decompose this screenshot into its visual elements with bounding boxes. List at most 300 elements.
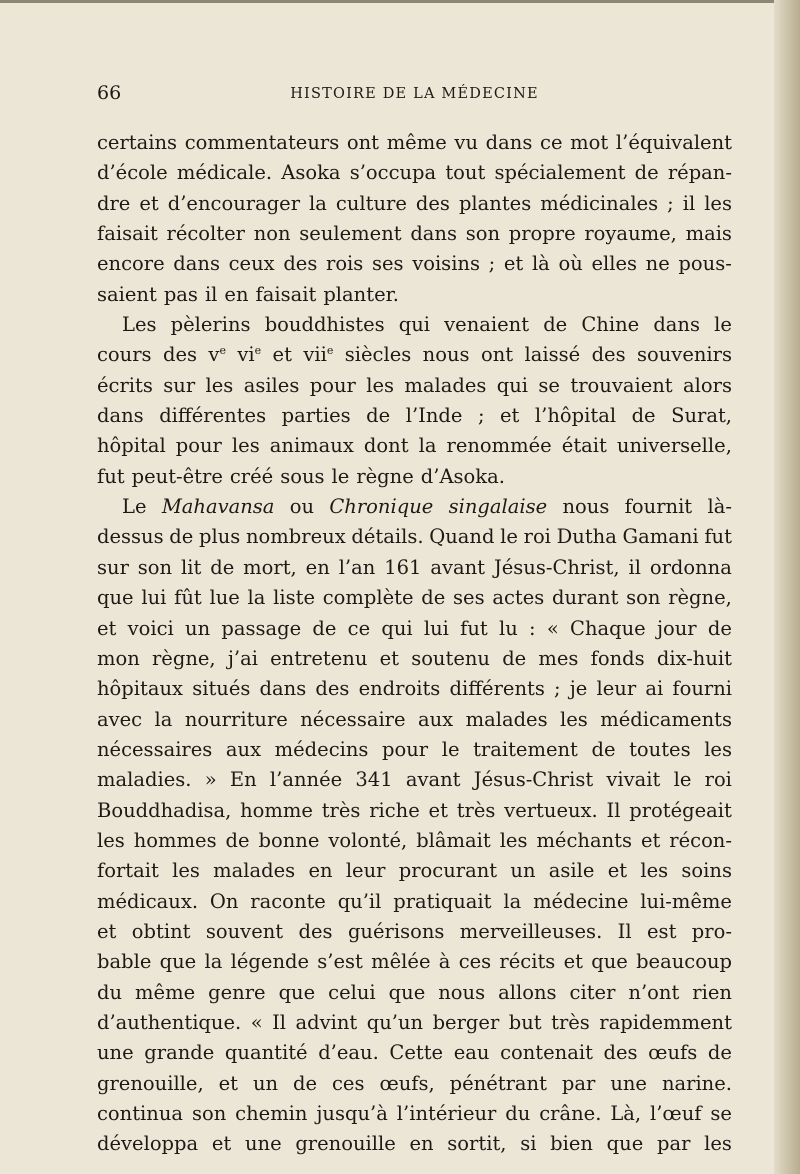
word: de — [543, 313, 568, 337]
word: le — [441, 737, 460, 761]
word: en — [308, 859, 333, 883]
word: fonds — [590, 646, 645, 670]
word: citer — [569, 980, 616, 1004]
word: grande — [144, 1041, 215, 1065]
word: mot — [570, 131, 609, 154]
word: créé — [229, 464, 274, 488]
text-line — [97, 614, 732, 644]
word: Gamani — [622, 525, 699, 549]
word: riche — [369, 798, 420, 822]
word: lui — [141, 586, 167, 610]
word: certains — [97, 131, 178, 154]
word: fut — [460, 616, 488, 640]
word: sortit, — [447, 1132, 507, 1156]
word: bouddhistes — [264, 313, 385, 337]
word: bonne — [258, 828, 320, 852]
word: malades — [404, 373, 487, 397]
word: bien — [550, 1132, 593, 1156]
word: de — [210, 555, 235, 579]
word: d’eau. — [318, 1041, 379, 1065]
text-line — [97, 1069, 732, 1099]
word: de — [421, 586, 446, 610]
word: mêlée — [371, 950, 431, 974]
word: ; — [667, 191, 674, 215]
word: animaux — [269, 434, 354, 458]
word: dans — [97, 404, 144, 428]
word: les — [366, 373, 394, 397]
word: vivait — [606, 768, 661, 792]
word: ne — [645, 252, 670, 276]
word: culture — [335, 191, 407, 215]
word: médicaments — [600, 707, 732, 731]
word: même — [386, 131, 447, 154]
word: endroits — [358, 677, 441, 701]
text-line — [97, 492, 732, 522]
word: par — [561, 1071, 596, 1095]
word: les — [97, 828, 125, 852]
word: écrits — [97, 373, 153, 397]
word: et — [607, 859, 628, 883]
word: de — [366, 404, 391, 428]
word: et — [503, 252, 524, 276]
word: lue — [209, 586, 240, 610]
word: protégeait — [629, 798, 732, 822]
word: n’ont — [628, 980, 680, 1004]
word: Le — [122, 495, 147, 519]
word: pratiquait — [393, 889, 492, 913]
word: obtint — [131, 919, 191, 943]
word: : — [529, 616, 536, 640]
word: du — [505, 1102, 531, 1125]
word: des — [591, 343, 626, 367]
word: but — [508, 1010, 542, 1034]
word: beaucoup — [636, 950, 732, 974]
word: qui — [398, 313, 431, 337]
word: les — [205, 373, 234, 397]
word: nous — [562, 495, 610, 519]
word: volonté, — [328, 828, 408, 852]
word: et — [640, 828, 661, 852]
word: entretenu — [270, 646, 368, 670]
word: il — [628, 555, 641, 579]
word: le — [673, 768, 692, 792]
word: sur — [97, 555, 129, 579]
word: aux — [225, 737, 262, 761]
word: les — [704, 191, 732, 215]
word: procurant — [398, 859, 498, 883]
word: médicinales — [540, 191, 659, 215]
word: cours — [97, 343, 152, 367]
word: pénétrant — [449, 1071, 547, 1095]
text-line — [97, 674, 732, 704]
word: les — [704, 737, 732, 761]
word: blâmait — [416, 828, 491, 852]
word: du — [97, 980, 123, 1004]
word: des — [162, 343, 197, 367]
word: venaient — [444, 313, 530, 337]
word: souvenirs — [637, 343, 732, 367]
word: hôpital — [97, 434, 166, 458]
word: Il — [272, 1010, 287, 1034]
word: la — [247, 586, 266, 610]
word: nécessaire — [300, 707, 406, 731]
word: qui — [381, 616, 413, 640]
word: que — [97, 586, 134, 610]
word: les — [560, 707, 588, 731]
word: et — [428, 798, 448, 822]
word: médicale. — [176, 161, 273, 185]
word: de — [634, 161, 659, 185]
word: spécialement — [494, 161, 626, 185]
word: répan- — [667, 161, 732, 185]
text-line — [97, 644, 732, 674]
word: dans — [485, 131, 533, 154]
word: dix-huit — [656, 646, 732, 670]
word: et — [272, 343, 292, 367]
text-line — [97, 158, 732, 188]
word: médicaux. — [97, 889, 199, 913]
word: médecine — [533, 889, 629, 913]
word: crâne. — [539, 1102, 602, 1125]
word: Chaque — [570, 616, 646, 640]
text-line — [97, 978, 732, 1008]
word: $v^e$ — [208, 343, 226, 367]
word: rapidemment — [599, 1010, 732, 1034]
word: méchants — [536, 828, 632, 852]
word: nous — [438, 980, 486, 1004]
text-line — [97, 583, 732, 613]
word: traitement — [473, 737, 578, 761]
word: complète — [322, 586, 414, 610]
text-line — [97, 401, 732, 431]
word: l’hôpital — [534, 404, 617, 428]
word: elles — [591, 252, 637, 276]
word: se — [538, 373, 560, 397]
word: la — [204, 950, 223, 974]
text-line — [97, 1008, 732, 1038]
word: les — [704, 1132, 732, 1156]
text-line — [97, 522, 732, 552]
word: que — [606, 1132, 644, 1156]
word: par — [656, 1132, 691, 1156]
word: la — [418, 434, 437, 458]
word: plus — [199, 525, 241, 549]
word: soutenu — [411, 646, 490, 670]
body-text — [97, 128, 732, 1160]
word: plantes — [458, 191, 532, 215]
word: Bouddhadisa, — [97, 798, 232, 822]
word: avant — [405, 768, 461, 792]
word: quantité — [224, 1041, 308, 1065]
word: œufs, — [379, 1071, 435, 1095]
word: laissé — [524, 343, 581, 367]
word: Quand — [429, 525, 495, 549]
word: sur — [163, 373, 196, 397]
word: renommée — [446, 434, 552, 458]
word: propre — [508, 222, 576, 246]
word: dans — [410, 222, 457, 246]
word: grenouille — [295, 1132, 396, 1156]
word: de — [293, 1071, 318, 1095]
word: hommes — [133, 828, 217, 852]
word: celui — [328, 980, 376, 1004]
word: passage — [221, 616, 302, 640]
word: la — [503, 889, 522, 913]
word: roi — [704, 768, 732, 792]
word: de — [707, 616, 732, 640]
word: genre — [208, 980, 266, 1004]
word: une — [610, 1071, 647, 1095]
word: asiles — [243, 373, 300, 397]
word: je — [569, 677, 588, 701]
word: continua — [97, 1102, 184, 1125]
word: en — [305, 555, 330, 579]
word: malades — [465, 707, 548, 731]
word: Là, — [610, 1102, 642, 1125]
word: siècles — [344, 343, 412, 367]
word: l’intérieur — [396, 1102, 497, 1125]
word: lu — [499, 616, 518, 640]
word: en — [224, 282, 249, 306]
word: souvent — [205, 919, 284, 943]
word: jour — [656, 616, 697, 640]
word: d’authentique. — [97, 1010, 242, 1034]
word: Les — [122, 313, 157, 337]
word: leur — [345, 859, 386, 883]
word: lui-même — [640, 889, 732, 913]
word: tout — [445, 161, 486, 185]
text-line — [97, 553, 732, 583]
word: l’œuf — [650, 1102, 702, 1125]
word: s’est — [317, 950, 363, 974]
word: différentes — [159, 404, 267, 428]
word: j’ai — [227, 646, 258, 670]
word: bable — [97, 950, 152, 974]
word: Chronique — [329, 495, 434, 519]
word: dessus — [97, 525, 164, 549]
word: lui — [423, 616, 449, 640]
word: Jésus-Christ — [473, 768, 594, 792]
word: des — [603, 1041, 638, 1065]
text-line — [97, 1038, 732, 1068]
word: Il — [606, 798, 621, 822]
word: son — [626, 586, 661, 610]
word: lit — [181, 555, 202, 579]
word: mon — [97, 646, 140, 670]
word: son — [191, 1102, 227, 1125]
word: le — [331, 464, 350, 488]
word: mes — [538, 646, 579, 670]
word: durant — [552, 586, 619, 610]
word: actes — [492, 586, 545, 610]
word: eau — [453, 1041, 490, 1065]
word: les — [172, 859, 200, 883]
text-line — [97, 462, 732, 492]
word: règne, — [151, 646, 216, 670]
word: l’année — [269, 768, 343, 792]
word: On — [209, 889, 239, 913]
word: ce — [540, 131, 563, 154]
word: avec — [97, 707, 143, 731]
word: le — [500, 525, 518, 549]
word: berger — [432, 1010, 500, 1034]
word: Dutha — [556, 525, 617, 549]
text-line — [97, 431, 732, 461]
word: $vi^e$ — [237, 343, 262, 367]
word: royaume, — [584, 222, 677, 246]
word: développa — [97, 1132, 199, 1156]
word: même — [135, 980, 196, 1004]
text-line — [97, 887, 732, 917]
word: œufs — [648, 1041, 698, 1065]
word: les — [231, 434, 260, 458]
word: règne — [356, 464, 414, 488]
word: maladies. — [97, 768, 192, 792]
word: » — [204, 768, 217, 792]
word: une — [97, 1041, 134, 1065]
text-line — [97, 856, 732, 886]
word: universelle, — [616, 434, 732, 458]
word: raconte — [250, 889, 326, 913]
word: et — [500, 404, 520, 428]
word: Il — [617, 919, 632, 943]
word: ai — [645, 677, 664, 701]
word: nécessaires — [97, 737, 213, 761]
word: un — [185, 616, 211, 640]
word: l’Inde — [405, 404, 463, 428]
word: médecins — [274, 737, 369, 761]
word: se — [710, 1102, 732, 1125]
word: alors — [683, 373, 732, 397]
word: à — [438, 950, 451, 974]
word: le — [714, 313, 732, 337]
word: Surat, — [671, 404, 732, 428]
word: de — [169, 525, 194, 549]
text-line — [97, 947, 732, 977]
word: nous — [422, 343, 470, 367]
word: pro- — [691, 919, 732, 943]
word: En — [229, 768, 257, 792]
word: contenait — [500, 1041, 593, 1065]
word: Asoka — [281, 161, 341, 185]
word: faisait — [97, 222, 158, 246]
word: grenouille, — [97, 1071, 204, 1095]
word: guérisons — [347, 919, 445, 943]
word: ces — [458, 950, 492, 974]
word: très — [321, 798, 361, 822]
word: son — [137, 555, 173, 579]
word: si — [520, 1132, 537, 1156]
word: fut — [97, 464, 125, 488]
word: mais — [685, 222, 732, 246]
word: ; — [477, 404, 485, 428]
word: ses — [371, 252, 404, 276]
word: liste — [273, 586, 316, 610]
word: et — [218, 1071, 238, 1095]
word: allons — [498, 980, 557, 1004]
word: l’an — [338, 555, 376, 579]
word: dont — [363, 434, 409, 458]
word: que — [278, 980, 316, 1004]
word: en — [409, 1132, 434, 1156]
word: vertueux. — [504, 798, 598, 822]
word: 161 — [384, 555, 422, 579]
word: récits — [499, 950, 556, 974]
word: hôpitaux — [97, 677, 184, 701]
word: la — [309, 191, 327, 215]
text-line — [97, 765, 732, 795]
word: d’encourager — [167, 191, 301, 215]
word: « — [250, 1010, 263, 1034]
word: fût — [174, 586, 202, 610]
word: soins — [681, 859, 732, 883]
word: homme — [240, 798, 313, 822]
word: vii$^e$ — [303, 343, 334, 367]
word: très — [551, 1010, 590, 1034]
word: son — [465, 222, 501, 246]
page-top-border — [0, 0, 800, 3]
word: commentateurs — [184, 131, 340, 154]
word: Jésus-Christ, — [493, 555, 620, 579]
word: la — [154, 707, 173, 731]
word: règne, — [668, 586, 732, 610]
word: là- — [707, 495, 732, 519]
word: ; — [554, 677, 561, 701]
word: d’école — [97, 161, 168, 185]
word: dre — [97, 191, 131, 215]
word: et — [97, 919, 117, 943]
word: une — [244, 1132, 282, 1156]
word: pour — [382, 737, 429, 761]
word: nombreux — [246, 525, 346, 549]
text-line — [97, 219, 732, 249]
word: ou — [289, 495, 315, 519]
word: pour — [175, 434, 222, 458]
word: et — [139, 191, 159, 215]
word: advint — [295, 1010, 358, 1034]
word: les — [640, 859, 669, 883]
word: voisins — [412, 252, 480, 276]
text-line — [97, 340, 732, 370]
word: vu — [454, 131, 478, 154]
word: des — [298, 919, 333, 943]
word: où — [558, 252, 583, 276]
word: un — [510, 859, 536, 883]
word: de — [225, 828, 250, 852]
word: mort, — [243, 555, 297, 579]
word: avant — [430, 555, 486, 579]
word: de — [707, 1041, 732, 1065]
word: pas — [163, 282, 198, 306]
word: 341 — [355, 768, 393, 792]
word: ; — [488, 252, 496, 276]
word: ordonna — [649, 555, 732, 579]
word: que — [388, 980, 426, 1004]
word: est — [647, 919, 677, 943]
word: et — [379, 646, 399, 670]
word: dans — [653, 313, 700, 337]
text-line — [97, 310, 732, 340]
word: rien — [692, 980, 732, 1004]
word: pous- — [678, 252, 732, 276]
word: jusqu’à — [316, 1102, 388, 1125]
word: sous — [280, 464, 325, 488]
word: ont — [480, 343, 514, 367]
text-line — [97, 917, 732, 947]
word: et — [563, 950, 583, 974]
word: saient — [97, 282, 157, 306]
running-title: HISTOIRE DE LA MÉDECINE — [290, 86, 539, 102]
